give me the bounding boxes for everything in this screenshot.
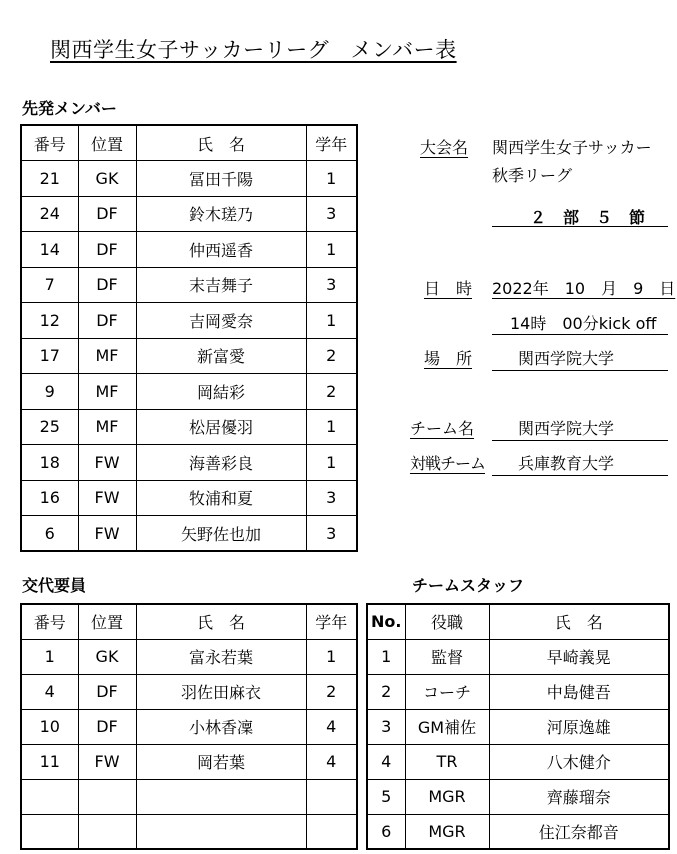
table-cell: GK	[78, 639, 136, 674]
table-cell: 4	[367, 744, 405, 779]
table-cell: 住江奈都音	[489, 814, 669, 849]
table-row	[367, 709, 669, 744]
table-cell	[21, 779, 78, 814]
table-cell: 18	[21, 445, 78, 481]
substitutes-heading: 交代要員	[22, 576, 87, 595]
staff-heading: チームスタッフ	[412, 576, 525, 595]
table-row	[21, 516, 357, 552]
opponent-name: 兵庫教育大学	[518, 454, 615, 473]
table-cell: 鈴木瑳乃	[136, 196, 306, 232]
table-row	[21, 709, 357, 744]
table-cell: 富永若葉	[136, 639, 306, 674]
starting-heading: 先発メンバー	[22, 99, 117, 118]
starting-members-table	[20, 124, 358, 552]
table-cell: 4	[306, 744, 357, 779]
table-cell	[306, 814, 357, 849]
table-cell: 17	[21, 338, 78, 374]
table-cell: 1	[306, 639, 357, 674]
table-cell: MGR	[405, 814, 489, 849]
column-header: 氏 名	[489, 604, 669, 639]
table-cell: GK	[78, 161, 136, 197]
table-cell: 14	[21, 232, 78, 268]
table-row	[21, 338, 357, 374]
tournament-label: 大会名	[420, 138, 469, 157]
kickoff-time: 14時 00分kick off	[510, 314, 657, 333]
table-cell: MF	[78, 409, 136, 445]
table-cell: 1	[306, 409, 357, 445]
table-cell: 11	[21, 744, 78, 779]
table-row	[367, 814, 669, 849]
team-label: チーム名	[410, 419, 475, 438]
venue: 関西学院大学	[518, 349, 615, 368]
table-cell: 仲西遥香	[136, 232, 306, 268]
table-row	[367, 779, 669, 814]
table-cell: 24	[21, 196, 78, 232]
tournament-name-line2: 秋季リーグ	[492, 166, 573, 185]
table-cell: DF	[78, 303, 136, 339]
table-row	[21, 814, 357, 849]
column-header: 位置	[78, 604, 136, 639]
table-cell: 末吉舞子	[136, 267, 306, 303]
table-cell: 3	[367, 709, 405, 744]
table-cell: 岡若葉	[136, 744, 306, 779]
table-cell: 2	[306, 674, 357, 709]
table-cell	[306, 779, 357, 814]
table-row	[21, 232, 357, 268]
table-row	[367, 674, 669, 709]
table-row	[21, 744, 357, 779]
column-header: No.	[367, 604, 405, 639]
division-underline	[492, 226, 668, 227]
table-row	[21, 445, 357, 481]
table-cell: FW	[78, 516, 136, 552]
table-row	[21, 639, 357, 674]
table-cell: 牧浦和夏	[136, 480, 306, 516]
table-row	[21, 374, 357, 410]
column-header: 氏 名	[136, 125, 306, 161]
venue-underline	[492, 370, 668, 371]
header-row	[21, 604, 357, 639]
table-cell: 10	[21, 709, 78, 744]
table-cell: 中島健吾	[489, 674, 669, 709]
table-row	[21, 480, 357, 516]
table-row	[367, 639, 669, 674]
table-cell: 5	[367, 779, 405, 814]
table-cell: 4	[306, 709, 357, 744]
table-cell: TR	[405, 744, 489, 779]
opponent-label: 対戦チーム	[410, 454, 486, 473]
division-round: ２ 部 ５ 節	[530, 208, 646, 227]
tournament-name-line1: 関西学生女子サッカー	[492, 138, 652, 157]
table-cell: MGR	[405, 779, 489, 814]
table-cell: 松居優羽	[136, 409, 306, 445]
table-cell: 1	[367, 639, 405, 674]
page-title: 関西学生女子サッカーリーグ メンバー表	[50, 38, 457, 62]
table-cell: DF	[78, 674, 136, 709]
table-cell: 岡結彩	[136, 374, 306, 410]
table-cell: 3	[306, 196, 357, 232]
table-cell: 河原逸雄	[489, 709, 669, 744]
table-cell: 監督	[405, 639, 489, 674]
table-cell: 早崎義晃	[489, 639, 669, 674]
table-cell: 吉岡愛奈	[136, 303, 306, 339]
staff-table	[366, 603, 670, 850]
table-cell: FW	[78, 445, 136, 481]
table-cell: 羽佐田麻衣	[136, 674, 306, 709]
table-cell: 2	[306, 338, 357, 374]
table-cell	[21, 814, 78, 849]
table-cell: 冨田千陽	[136, 161, 306, 197]
table-cell: DF	[78, 232, 136, 268]
table-cell: 1	[306, 303, 357, 339]
table-cell: 1	[306, 445, 357, 481]
header-row	[21, 125, 357, 161]
table-cell: FW	[78, 744, 136, 779]
venue-label: 場 所	[424, 349, 473, 368]
table-cell	[136, 779, 306, 814]
column-header: 氏 名	[136, 604, 306, 639]
table-row	[21, 409, 357, 445]
opponent-underline	[492, 475, 668, 476]
table-cell	[78, 814, 136, 849]
table-row	[21, 267, 357, 303]
table-cell: 小林香凜	[136, 709, 306, 744]
table-cell: 3	[306, 267, 357, 303]
table-cell	[136, 814, 306, 849]
table-cell: 2	[367, 674, 405, 709]
table-cell	[78, 779, 136, 814]
table-cell: 25	[21, 409, 78, 445]
table-cell: MF	[78, 374, 136, 410]
table-cell: 9	[21, 374, 78, 410]
table-cell: 矢野佐也加	[136, 516, 306, 552]
table-cell: 3	[306, 480, 357, 516]
table-cell: 齊藤瑠奈	[489, 779, 669, 814]
column-header: 番号	[21, 604, 78, 639]
table-cell: 7	[21, 267, 78, 303]
table-row	[21, 779, 357, 814]
table-cell: 海善彩良	[136, 445, 306, 481]
table-cell: 1	[306, 232, 357, 268]
table-cell: 新富愛	[136, 338, 306, 374]
table-cell: 八木健介	[489, 744, 669, 779]
table-cell: DF	[78, 709, 136, 744]
header-row	[367, 604, 669, 639]
column-header: 位置	[78, 125, 136, 161]
table-cell: 2	[306, 374, 357, 410]
table-cell: 12	[21, 303, 78, 339]
date-label: 日 時	[424, 279, 473, 298]
column-header: 役職	[405, 604, 489, 639]
table-cell: 3	[306, 516, 357, 552]
column-header: 番号	[21, 125, 78, 161]
table-cell: DF	[78, 196, 136, 232]
table-row	[367, 744, 669, 779]
table-cell: 21	[21, 161, 78, 197]
table-cell: 1	[306, 161, 357, 197]
table-cell: MF	[78, 338, 136, 374]
table-cell: FW	[78, 480, 136, 516]
table-cell: コーチ	[405, 674, 489, 709]
team-underline	[492, 440, 668, 441]
time-underline	[492, 334, 668, 335]
team-name: 関西学院大学	[518, 419, 615, 438]
table-cell: 1	[21, 639, 78, 674]
table-cell: 6	[367, 814, 405, 849]
table-cell: 6	[21, 516, 78, 552]
substitutes-table	[20, 603, 358, 850]
column-header: 学年	[306, 604, 357, 639]
table-row	[21, 161, 357, 197]
match-date: 2022年 10 月 9 日	[492, 279, 676, 298]
table-cell: DF	[78, 267, 136, 303]
column-header: 学年	[306, 125, 357, 161]
table-row	[21, 303, 357, 339]
table-cell: 4	[21, 674, 78, 709]
table-row	[21, 196, 357, 232]
table-row	[21, 674, 357, 709]
table-cell: 16	[21, 480, 78, 516]
table-cell: GM補佐	[405, 709, 489, 744]
